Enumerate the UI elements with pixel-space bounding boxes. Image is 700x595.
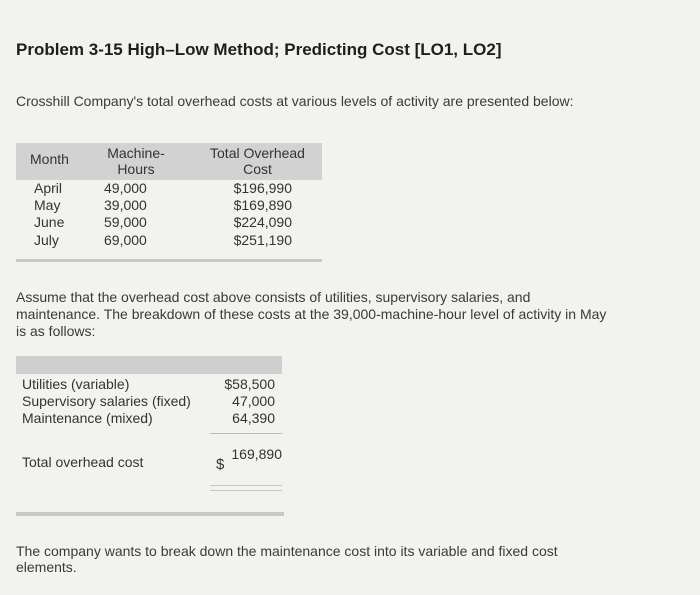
conclusion-text: The company wants to break down the maintenance cost into its variable and fixed cost elements.: [16, 543, 558, 575]
table-row-cost: $251,190: [233, 232, 292, 248]
header-machine-hours-line1: Machine-: [107, 145, 165, 161]
assumption-text: Assume that the overhead cost above consists of utilities, supervisory salaries, and maintenance. The breakdown of these costs at the 39,000-machine-hour level of activity in May is as follows:: [16, 289, 607, 339]
header-machine-hours: [96, 145, 176, 177]
header-machine-hours-line2: Hours: [117, 161, 155, 177]
table-row-hours: 59,000: [104, 214, 147, 230]
header-total-overhead: [200, 145, 315, 177]
table-row-hours: 39,000: [104, 197, 147, 213]
table-row-month: July: [34, 232, 59, 248]
breakdown-row-value: 64,390: [232, 410, 275, 426]
header-month: Month: [30, 151, 69, 167]
breakdown-row-value: 47,000: [232, 393, 275, 409]
intro-text: Crosshill Company's total overhead costs at various levels of activity are presented below:: [16, 93, 574, 109]
table-row-cost: $196,990: [233, 180, 292, 196]
table-row-month: April: [34, 180, 63, 196]
table-row-cost: $169,890: [233, 197, 292, 213]
breakdown-row-label: Utilities (variable): [22, 376, 130, 392]
total-overhead-label: Total overhead cost: [22, 454, 144, 470]
table-row-hours: 69,000: [104, 232, 147, 248]
breakdown-row-value: $58,500: [224, 376, 275, 392]
subtotal-underline: [210, 433, 282, 434]
table-bottom-rule: [16, 259, 322, 262]
table-row-month: June: [34, 214, 65, 230]
total-double-underline-top: [210, 485, 282, 486]
breakdown-header-band: [16, 356, 282, 374]
breakdown-bottom-rule: [16, 512, 284, 516]
total-currency-sign: $: [216, 456, 225, 473]
breakdown-row-label: Supervisory salaries (fixed): [22, 393, 191, 409]
total-double-underline-bottom: [210, 490, 282, 491]
breakdown-row-label: Maintenance (mixed): [22, 410, 153, 426]
problem-title: Problem 3-15 High–Low Method; Predicting Cost [LO1, LO2]: [16, 40, 502, 59]
table-row-hours: 49,000: [104, 180, 147, 196]
header-total-overhead-line1: Total Overhead: [210, 145, 305, 161]
table-row-month: May: [34, 197, 61, 213]
total-overhead-value: 169,890: [231, 446, 282, 462]
table-row-cost: $224,090: [233, 214, 292, 230]
header-total-overhead-line2: Cost: [243, 161, 272, 177]
